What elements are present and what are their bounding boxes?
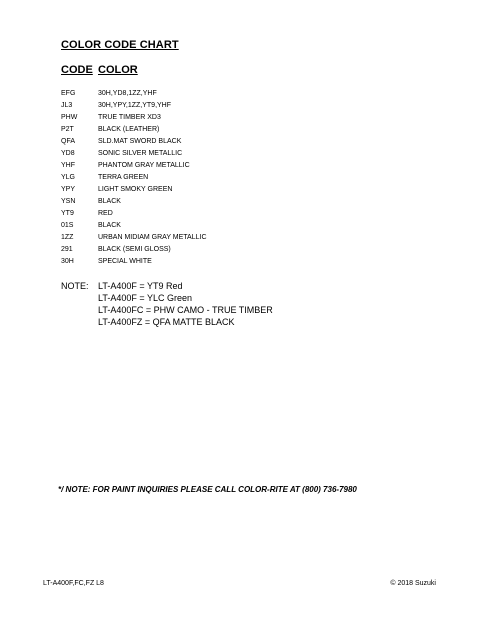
table-row <box>61 172 421 184</box>
code-cell: YHF <box>61 162 75 169</box>
table-row <box>61 220 421 232</box>
table-row <box>61 112 421 124</box>
code-column-header: CODE <box>61 64 93 76</box>
code-cell: QFA <box>61 138 76 145</box>
table-row <box>61 244 421 256</box>
color-cell: BLACK <box>98 222 121 229</box>
code-cell: YLG <box>61 174 76 181</box>
code-cell: JL3 <box>61 102 73 109</box>
color-cell: BLACK (LEATHER) <box>98 126 160 133</box>
color-cell: PHANTOM GRAY METALLIC <box>98 162 190 169</box>
footer-copyright: © 2018 Suzuki <box>390 580 436 587</box>
code-cell: EFG <box>61 90 76 97</box>
color-cell: RED <box>98 210 113 217</box>
color-cell: SPECIAL WHITE <box>98 258 152 265</box>
color-cell: TRUE TIMBER XD3 <box>98 114 161 121</box>
page-title: COLOR CODE CHART <box>61 39 179 51</box>
color-cell: LIGHT SMOKY GREEN <box>98 186 173 193</box>
table-row <box>61 136 421 148</box>
code-cell: 291 <box>61 246 73 253</box>
table-row <box>61 208 421 220</box>
table-row <box>61 100 421 112</box>
note-lines <box>98 280 273 328</box>
code-cell: YSN <box>61 198 76 205</box>
table-row <box>61 160 421 172</box>
code-cell: P2T <box>61 126 74 133</box>
color-cell: SONIC SILVER METALLIC <box>98 150 183 157</box>
note-line: LT-A400F = YT9 Red <box>98 281 183 291</box>
code-cell: 1ZZ <box>61 234 74 241</box>
code-cell: 01S <box>61 222 74 229</box>
code-cell: 30H <box>61 258 74 265</box>
code-cell: YT9 <box>61 210 74 217</box>
color-cell: TERRA GREEN <box>98 174 149 181</box>
table-row <box>61 256 421 268</box>
color-cell: 30H,YD8,1ZZ,YHF <box>98 90 157 97</box>
code-cell: PHW <box>61 114 78 121</box>
code-cell: YD8 <box>61 150 75 157</box>
table-row <box>61 196 421 208</box>
color-cell: URBAN MIDIAM GRAY METALLIC <box>98 234 207 241</box>
note-line: LT-A400FC = PHW CAMO - TRUE TIMBER <box>98 305 273 315</box>
model-color-note <box>61 280 273 328</box>
footer-model-reference: LT-A400F,FC,FZ L8 <box>43 580 104 587</box>
color-column-header: COLOR <box>98 64 138 76</box>
code-cell: YPY <box>61 186 76 193</box>
color-cell: 30H,YPY,1ZZ,YT9,YHF <box>98 102 172 109</box>
table-row <box>61 124 421 136</box>
note-label: NOTE: <box>61 281 89 291</box>
color-cell: SLD.MAT SWORD BLACK <box>98 138 182 145</box>
color-cell: BLACK (SEMI GLOSS) <box>98 246 171 253</box>
color-code-table <box>61 88 421 268</box>
table-row <box>61 232 421 244</box>
note-line: LT-A400FZ = QFA MATTE BLACK <box>98 317 235 327</box>
color-cell: BLACK <box>98 198 121 205</box>
paint-inquiry-footnote: */ NOTE: FOR PAINT INQUIRIES PLEASE CALL COLOR-RITE AT (800) 736-7980 <box>58 485 357 494</box>
table-row <box>61 148 421 160</box>
table-row <box>61 184 421 196</box>
table-row <box>61 88 421 100</box>
note-line: LT-A400F = YLC Green <box>98 293 192 303</box>
